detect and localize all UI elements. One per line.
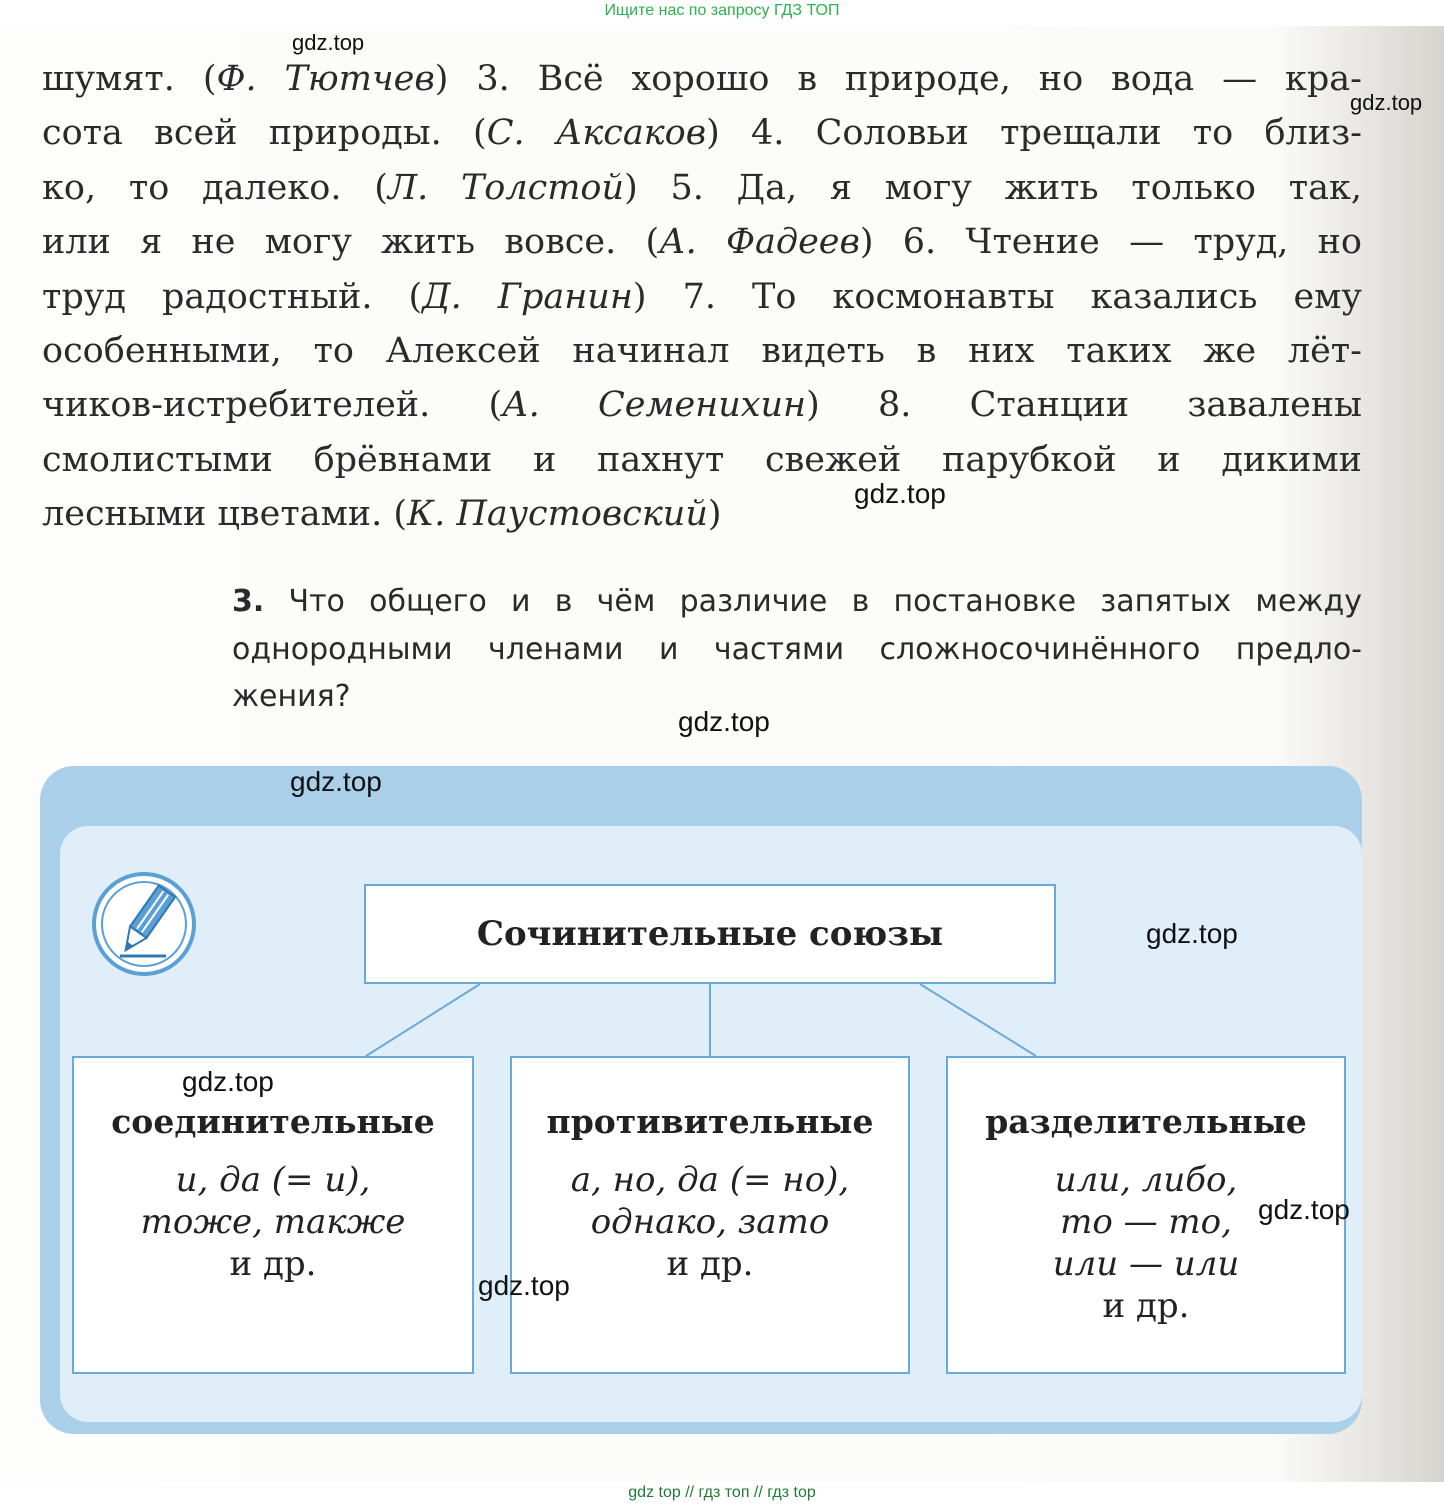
watermark: gdz.top	[292, 30, 365, 55]
author-name: Л. Толстой	[387, 167, 625, 208]
sentence-text: ) 6. Чтение — труд, но	[859, 222, 1363, 263]
sentence-text: ) 7. То космонавты казались ему	[632, 276, 1362, 317]
sentence-text: особенными, то Алексей начинал видеть в них таких же лёт-	[42, 330, 1362, 371]
author-name: А. Семенихин	[502, 385, 807, 426]
author-name: А. Фадеев	[659, 222, 860, 263]
task-number: 3.	[232, 584, 265, 619]
top-banner[interactable]: Ищите нас по запросу ГДЗ ТОП	[604, 2, 840, 19]
watermark: gdz.top	[1146, 918, 1238, 949]
bottom-banner[interactable]: gdz top // гдз топ // гдз top	[628, 1484, 816, 1501]
diagram-title-box	[364, 884, 1056, 984]
task-line-3: жения?	[232, 679, 351, 714]
column-title: противительные	[546, 1102, 874, 1141]
sentence-text: ) 4. Соловьи трещали то близ-	[706, 113, 1362, 154]
connector-left	[366, 984, 480, 1056]
author-name: С. Аксаков	[486, 113, 707, 154]
sentence-text: ) 5. Да, я могу жить только так,	[624, 167, 1362, 208]
column-connective	[72, 1056, 474, 1374]
author-name: К. Паустовский	[407, 494, 708, 535]
sentence-text: сота всей природы. (	[42, 113, 487, 154]
sentence-text: ) 8. Станции завалены	[806, 385, 1362, 426]
sentence-text: чиков-истребителей. (	[42, 385, 503, 426]
column-title: соединительные	[111, 1102, 435, 1141]
sentence-text: лесными цветами. (	[42, 494, 408, 535]
watermark: gdz.top	[1258, 1194, 1350, 1225]
column-title: разделительные	[985, 1102, 1307, 1141]
watermark: gdz.top	[854, 478, 946, 509]
sentence-text: труд радостный. (	[42, 276, 423, 317]
sentence-text: ко, то далеко. (	[42, 167, 388, 208]
task-line-1: 3. Что общего и в чём различие в постановке запятых между	[232, 584, 1362, 619]
diagram-title: Сочинительные союзы	[476, 914, 944, 954]
sentence-text: ) 3. Всё хорошо в природе, но вода — кра-	[434, 59, 1362, 99]
author-name: Ф. Тютчев	[216, 59, 435, 99]
column-examples: или, либо, то — то, или — или и др.	[1052, 1160, 1240, 1326]
column-adversative	[510, 1056, 910, 1374]
watermark: gdz.top	[478, 1270, 570, 1301]
watermark: gdz.top	[678, 706, 770, 737]
watermark: gdz.top	[290, 766, 382, 797]
column-examples: а, но, да (= но), однако, зато и др.	[570, 1160, 850, 1284]
sentence-text: или я не могу жить вовсе. (	[42, 222, 660, 263]
connector-right	[920, 984, 1036, 1056]
sentence-text: смолистыми брёвнами и пахнут свежей парубкой и дикими	[42, 439, 1362, 480]
column-examples: и, да (= и), тоже, также и др.	[140, 1160, 406, 1284]
task-line-2: однородными членами и частями сложносочинённого предло-	[232, 631, 1362, 667]
sentence-text: )	[707, 494, 722, 535]
watermark: gdz.top	[182, 1066, 274, 1097]
author-name: Д. Гранин	[422, 276, 633, 317]
watermark: gdz.top	[1350, 90, 1423, 115]
sentence-text: шумят. (	[42, 59, 217, 99]
